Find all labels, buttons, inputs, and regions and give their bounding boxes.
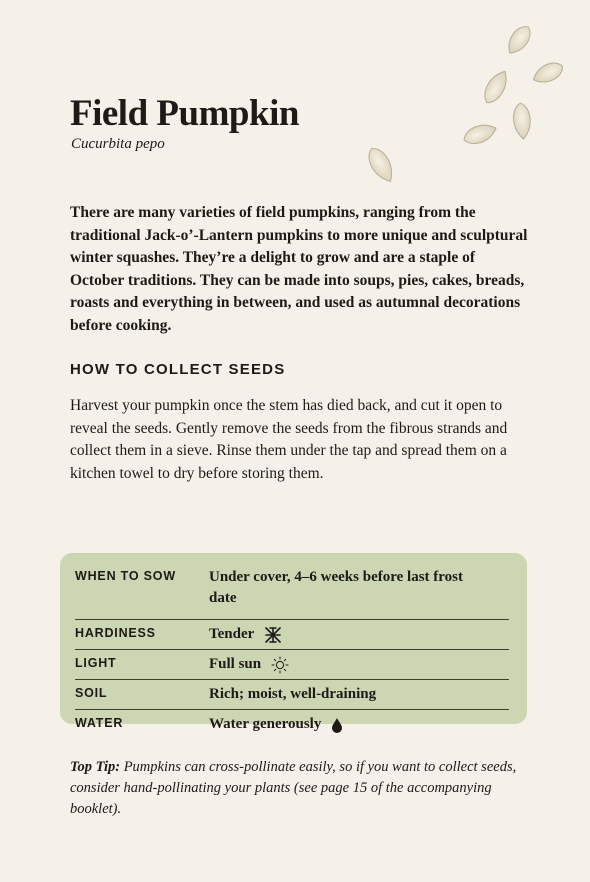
intro-paragraph: There are many varieties of field pumpkins, ranging from the traditional Jack-o’-Lantern pumpkins to more unique and sculptural winter squashes. They’re a delight to grow and are a staple of October traditions. They can be made into soups, pies, cakes, breads, roasts and everything in between, and used as autumnal decorations before cooking. — [70, 204, 528, 334]
top-tip — [70, 757, 540, 820]
info-value: Water generously — [209, 716, 322, 732]
info-row-light — [75, 650, 509, 680]
info-value: Rich; moist, well-draining — [209, 686, 377, 702]
info-value: Full sun — [209, 656, 262, 672]
latin-name: Cucurbita pepo — [71, 136, 165, 152]
info-row-soil — [75, 680, 509, 710]
top-tip-label: Top Tip: — [70, 759, 121, 775]
seed-icon — [512, 102, 532, 139]
seed-icon — [480, 67, 512, 106]
info-label: WHEN TO SOW — [75, 569, 176, 583]
info-row-when-to-sow — [75, 563, 509, 620]
info-value: Tender — [209, 626, 255, 642]
info-value: Under cover, 4–6 weeks before last frost date — [209, 569, 463, 606]
info-label: HARDINESS — [75, 626, 156, 640]
growing-info-card — [60, 553, 527, 732]
frost-crossed-icon — [264, 626, 282, 644]
seed-icon — [364, 144, 399, 186]
info-row-water — [75, 710, 509, 738]
info-label: LIGHT — [75, 656, 117, 670]
info-label: SOIL — [75, 686, 108, 700]
info-label: WATER — [75, 716, 124, 730]
top-tip-text: Pumpkins can cross-pollinate easily, so if you want to collect seeds, consider hand-pollinating your plants (see page 15 of the accompanying booklet). — [70, 759, 517, 817]
collect-seeds-heading: HOW TO COLLECT SEEDS — [70, 361, 286, 378]
seed-icon — [530, 59, 566, 88]
sun-icon — [271, 656, 289, 674]
water-drop-icon — [331, 717, 343, 733]
seed-icon — [503, 22, 535, 58]
info-row-hardiness — [75, 620, 509, 650]
collect-seeds-paragraph: Harvest your pumpkin once the stem has died back, and cut it open to reveal the seeds. Gently remove the seeds from the fibrous strands and collect them in a sieve. Rinse them under the tap and spread them on a kitchen towel to dry before storing them. — [70, 397, 508, 482]
seed-icon — [461, 120, 499, 147]
page-title: Field Pumpkin — [70, 93, 299, 134]
